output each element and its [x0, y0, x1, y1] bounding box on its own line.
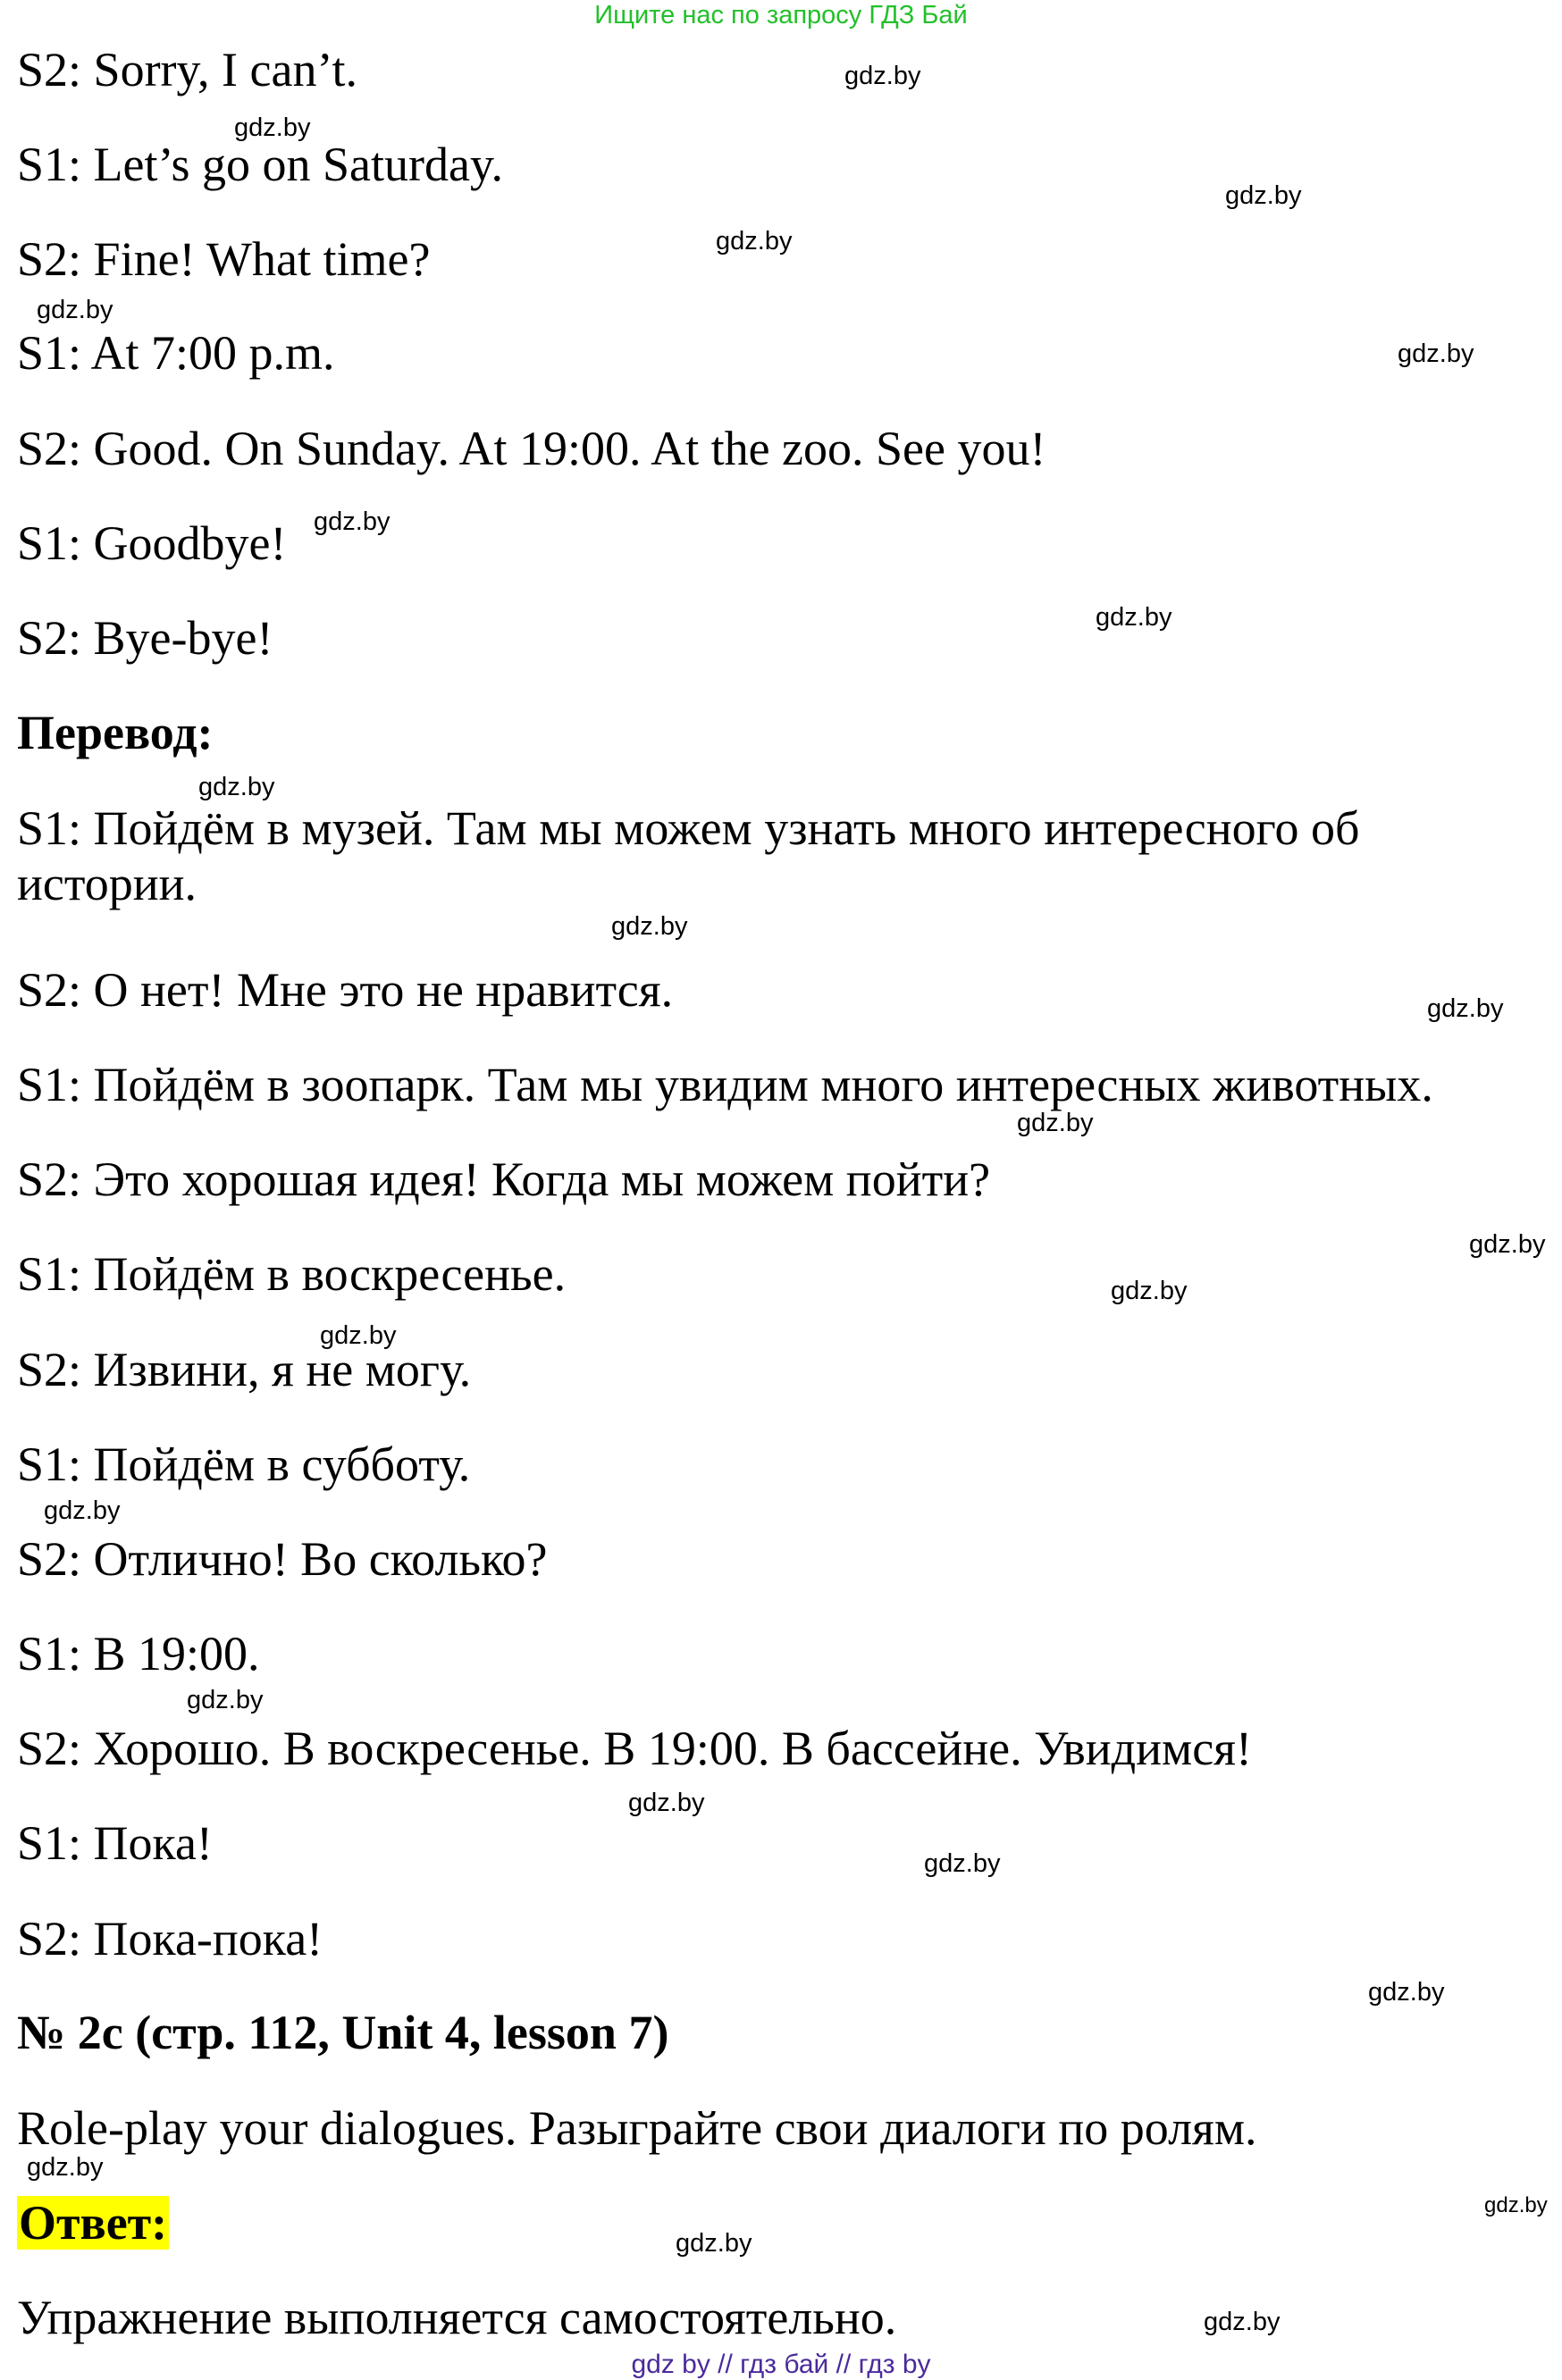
watermark: gdz.by — [1427, 994, 1504, 1023]
watermark: gdz.by — [1469, 1230, 1546, 1259]
watermark: gdz.by — [1204, 2308, 1281, 2336]
translation-heading: Перевод: — [17, 706, 214, 759]
watermark: gdz.by — [198, 773, 275, 801]
watermark: gdz.by — [1368, 1978, 1445, 2007]
watermark: gdz.by — [320, 1321, 397, 1350]
watermark: gdz.by — [1096, 603, 1172, 632]
translation-line: S2: Хорошо. В воскресенье. В 19:00. В бассейне. Увидимся! — [17, 1722, 1252, 1775]
watermark: gdz.by — [314, 507, 390, 536]
translation-line: S1: Пока! — [17, 1816, 213, 1870]
dialogue-line: S1: At 7:00 p.m. — [17, 326, 335, 380]
watermark: gdz.by — [844, 62, 921, 90]
watermark: gdz.by — [37, 296, 113, 324]
translation-line: S2: Отлично! Во сколько? — [17, 1532, 548, 1586]
watermark: gdz.by — [924, 1849, 1001, 1878]
watermark: gdz.by — [1017, 1109, 1094, 1137]
answer-text: Упражнение выполняется самостоятельно. — [17, 2291, 897, 2344]
dialogue-line: S2: Fine! What time? — [17, 232, 431, 286]
watermark: gdz.by — [234, 113, 311, 142]
translation-line: S2: Это хорошая идея! Когда мы можем пойти? — [17, 1152, 991, 1206]
translation-line: S1: Пойдём в воскресенье. — [17, 1247, 567, 1301]
answer-label: Ответ: — [19, 2196, 168, 2250]
translation-line: S2: Пока-пока! — [17, 1912, 323, 1965]
translation-line: S2: О нет! Мне это не нравится. — [17, 963, 674, 1017]
watermark: gdz.by — [628, 1789, 705, 1817]
dialogue-line: S1: Let’s go on Saturday. — [17, 138, 503, 191]
translation-line: S1: Пойдём в субботу. — [17, 1437, 471, 1491]
watermark: gdz.by — [1225, 181, 1302, 210]
translation-line: S1: Пойдём в зоопарк. Там мы увидим много интересных животных. — [17, 1058, 1433, 1111]
footer: gdz by // гдз бай // гдз by — [631, 2350, 931, 2379]
watermark: gdz.by — [187, 1686, 264, 1714]
dialogue-line: S1: Goodbye! — [17, 516, 287, 570]
exercise-task: Role-play your dialogues. Разыграйте свои диалоги по ролям. — [17, 2101, 1257, 2155]
exercise-title: № 2c (стр. 112, Unit 4, lesson 7) — [17, 2006, 669, 2059]
answer-label-line — [17, 2195, 169, 2250]
translation-line: S2: Извини, я не могу. — [17, 1343, 472, 1396]
watermark: gdz.by — [1398, 339, 1474, 368]
dialogue-line: S2: Sorry, I can’t. — [17, 43, 357, 96]
watermark: gdz.by — [676, 2229, 752, 2258]
watermark: gdz.by — [716, 227, 793, 256]
dialogue-line: S2: Good. On Sunday. At 19:00. At the zoo. See you! — [17, 422, 1046, 475]
translation-line: S1: Пойдём в музей. Там мы можем узнать много интересного об истории. — [17, 801, 1360, 910]
watermark: gdz.by — [611, 912, 688, 941]
translation-line: S1: В 19:00. — [17, 1627, 260, 1680]
top-banner: Ищите нас по запросу ГДЗ Бай — [594, 1, 968, 29]
watermark: gdz.by — [44, 1496, 121, 1525]
watermark: gdz.by — [1484, 2193, 1548, 2217]
dialogue-line: S2: Bye-bye! — [17, 611, 273, 665]
watermark: gdz.by — [1111, 1277, 1188, 1305]
watermark: gdz.by — [27, 2153, 104, 2182]
